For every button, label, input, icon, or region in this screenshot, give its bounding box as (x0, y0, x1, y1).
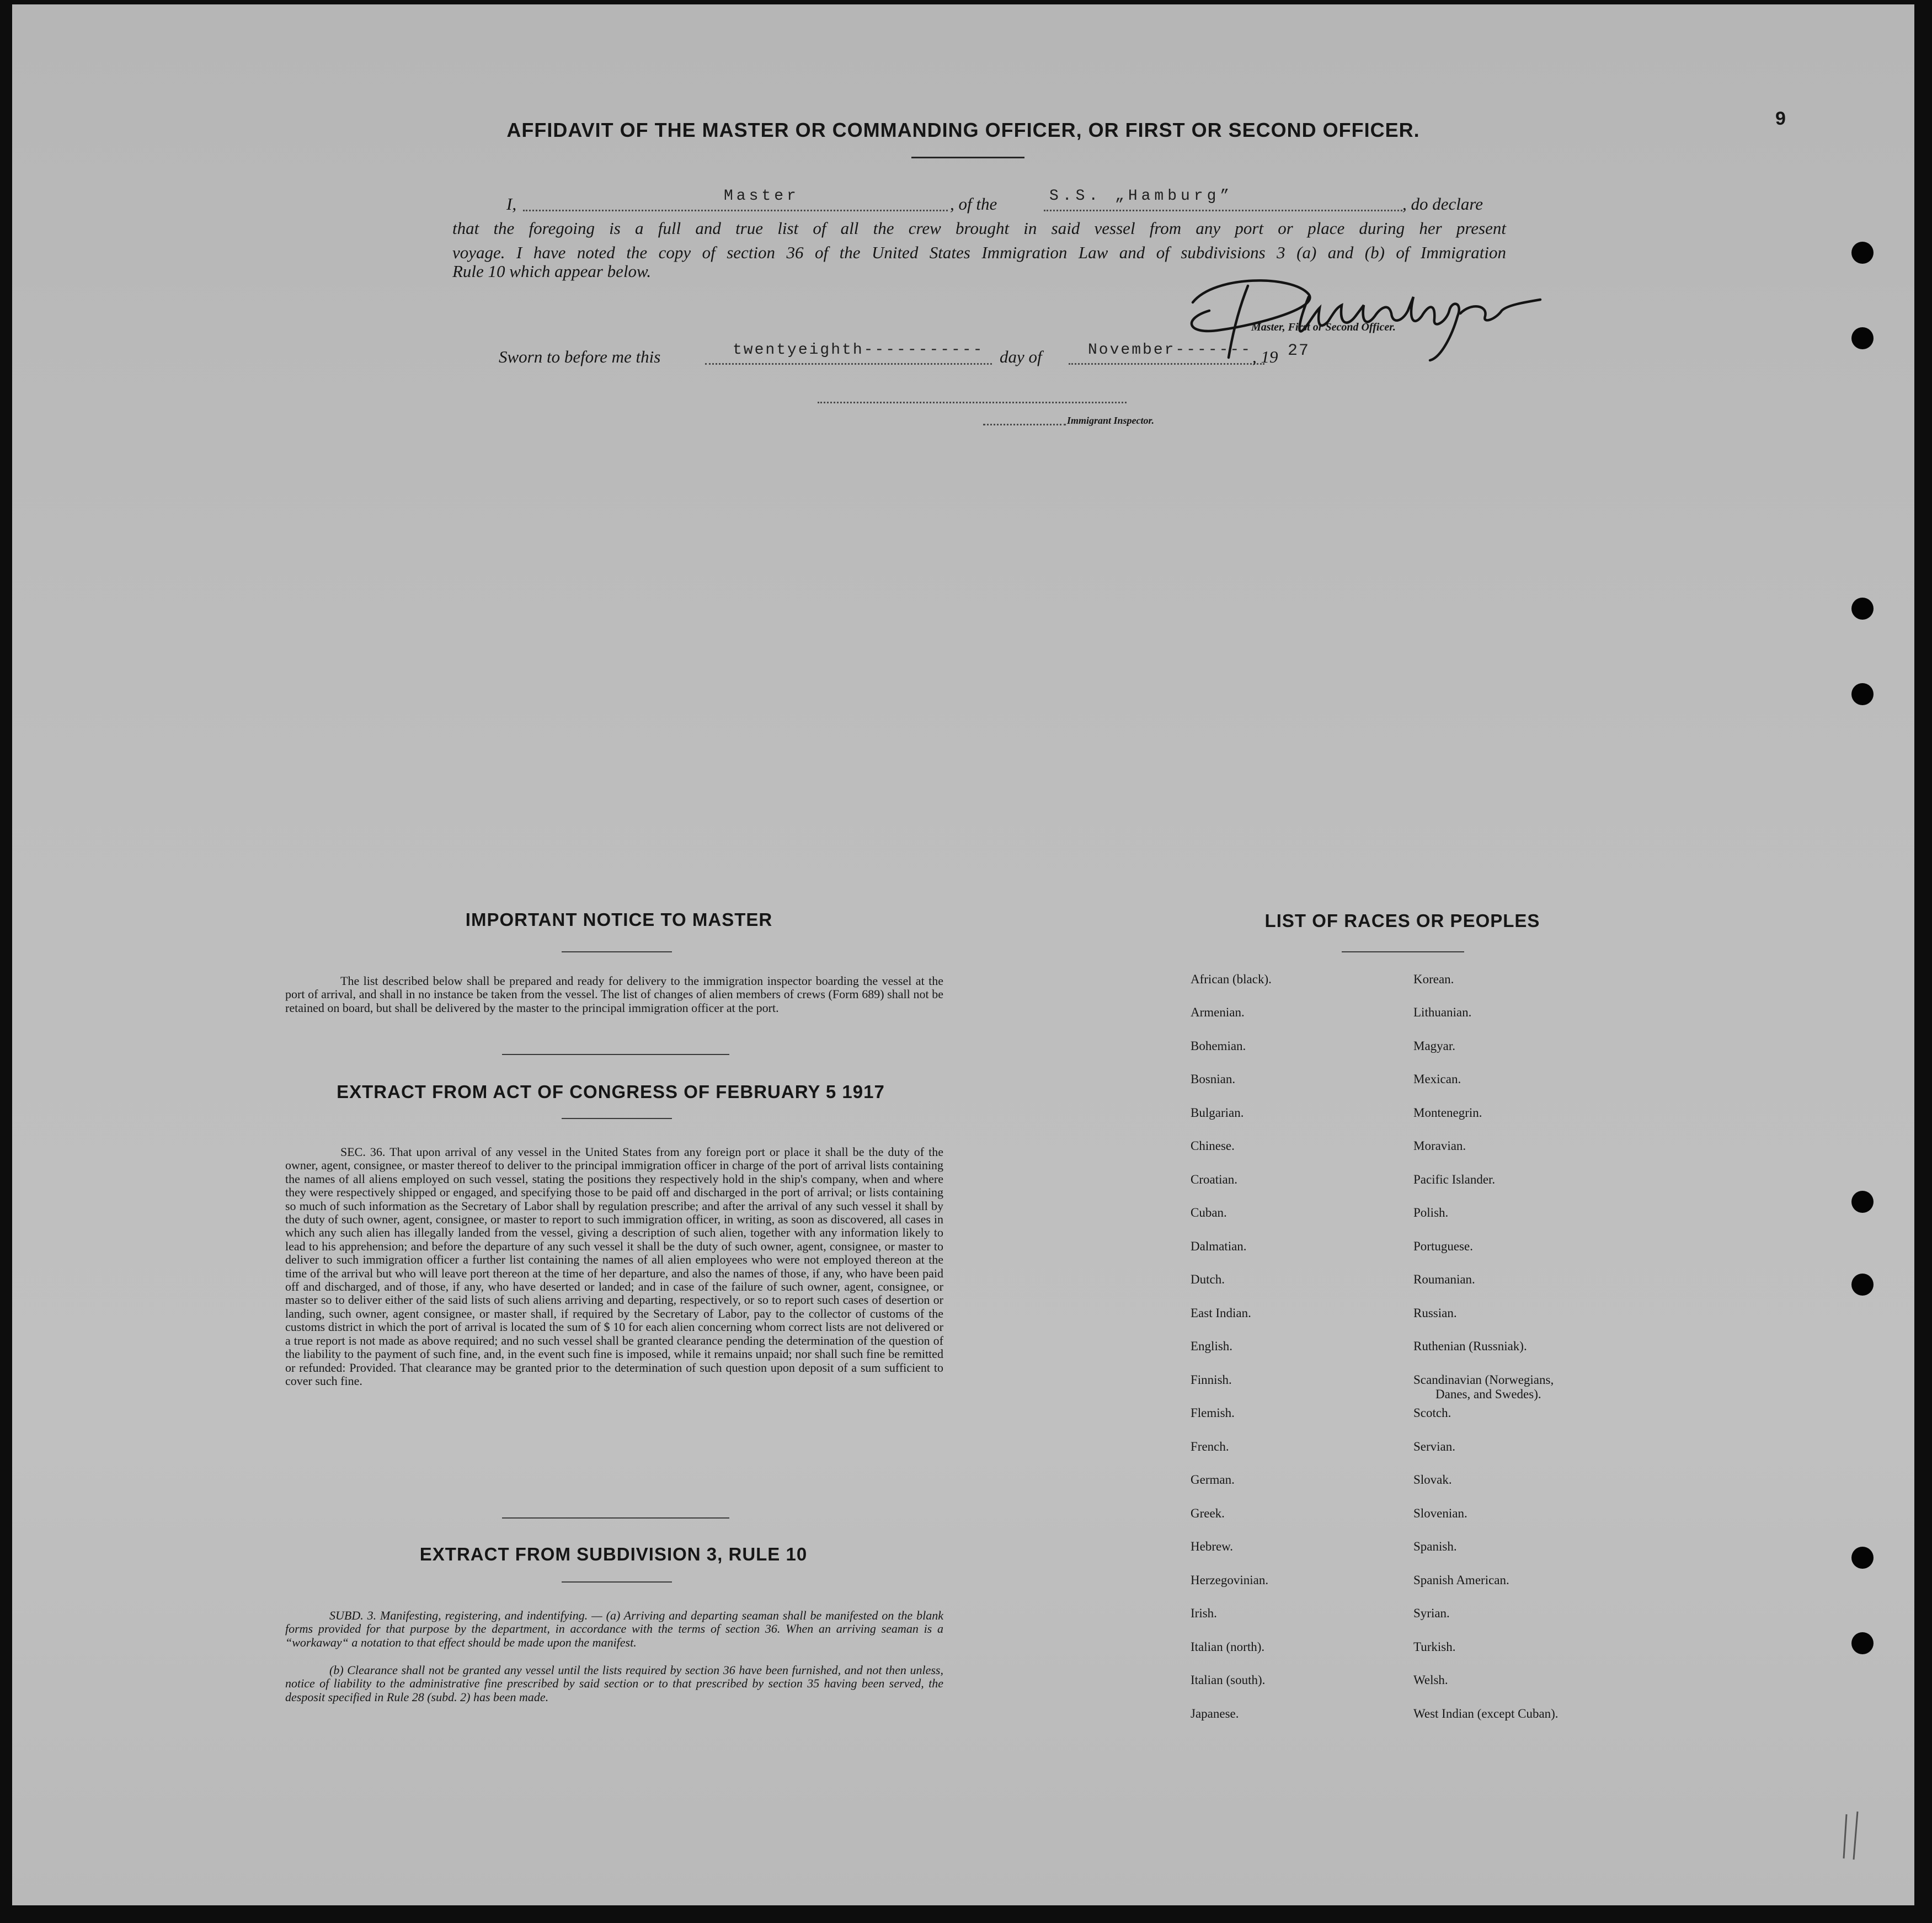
race-item: Herzegovinian. (1191, 1573, 1269, 1587)
race-item: African (black). (1191, 972, 1272, 986)
race-item: Bosnian. (1191, 1072, 1236, 1086)
race-item: Japanese. (1191, 1707, 1239, 1720)
race-item: Servian. (1413, 1440, 1456, 1453)
sworn-label: Sworn to before me this (499, 347, 661, 366)
rule-extract-title-rule (562, 1581, 672, 1583)
notice-text: The list described below shall be prepared and ready for delivery to the immigration inspector boarding the vessel at the port of arrival, and shall in no instance be taken from the vessel. The list of changes of alien members of crews (Form 689) shall not be retained on board, but shall be delivered by the master to the principal immigration officer at the port. (285, 974, 943, 1015)
declaration-line-3: Rule 10 which appear below. (452, 262, 652, 281)
act-extract-text: SEC. 36. That upon arrival of any vessel in the United States from any foreign port or place it shall be the duty of the owner, agent, consignee, or master thereof to deliver to the principal immigration officer in charge of the port of arrival lists containing the names of all aliens employed on such vessel, stating the positions they respectively hold in the ship's company, when and where they were respectively shipped or engaged, and specifying those to be paid off and discharged in the port of arrival; or lists containing so much of such information as the Secretary of Labor shall by regulation prescribe; and after the arrival of any such vessel it shall by the duty of such owner, agent, consignee, or master to report to such immigration officer, in writing, as soon as discovered, all cases in which any such alien has illegally landed from the vessel, giving a description of such alien, together with any information likely to lead to his apprehension; and before the departure of any such vessel it shall be the duty of such owner, agent, consignee, or master to deliver to such immigration officer a further list containing the names of all alien employees who were not employed thereon at the time of the arrival but who will leave port thereon at the time of her departure, and also the names of those, if any, who have been paid off and discharged, and of those, if any, who have deserted or landed; and in case of the failure of such owner, agent, consignee, or master so to deliver either of the said lists of such aliens arriving and departing, respectively, or so to report such cases of desertion or landing, such owner, agent consignee, or master shall, if required by the Secretary of Labor, pay to the collector of customs of the customs district in which the port of arrival is located the sum of $ 10 for each alien concerning whom correct lists are not delivered or a true report is not made as above required; and no such vessel shall be granted clearance pending the determination of the question of the liability to the payment of such fine, and, in the event such fine is imposed, while it remains unpaid; nor shall such fine be remitted or refunded: Provided. That clearance may be granted prior to the determination of such question upon deposit of a sum sufficient to cover such fine. (285, 1145, 943, 1388)
year-value: 27 (1288, 342, 1310, 360)
race-item: Irish. (1191, 1606, 1217, 1620)
page-number-mark: 9 (1775, 108, 1786, 129)
race-item: Dutch. (1191, 1272, 1225, 1286)
rule-extract-text-a: SUBD. 3. Manifesting, registering, and indentifying. — (a) Arriving and departing seaman shall be manifested on the blank forms provided for that purpose by the department, in accordance with the terms of section 36. When an arriving seaman is a “workaway“ a notation to that effect should be made upon the manifest. (285, 1608, 943, 1649)
race-item: Flemish. (1191, 1406, 1235, 1420)
race-item: Polish. (1413, 1206, 1449, 1219)
signature-caption: Master, First or Second Officer. (1251, 321, 1396, 333)
notice-title-rule (562, 951, 672, 952)
race-item: Finnish. (1191, 1373, 1232, 1387)
race-item: Roumanian. (1413, 1272, 1475, 1286)
binder-hole (1851, 1191, 1874, 1213)
declaration-line-2: voyage. I have noted the copy of section 36 of the United States Immigration Law and of subdivisions 3 (a) and (b) of Immigration (452, 243, 1506, 262)
vessel-line (1044, 210, 1402, 211)
race-item: Spanish. (1413, 1540, 1457, 1553)
race-item: Montenegrin. (1413, 1106, 1482, 1120)
inspector-line-1 (818, 402, 1127, 403)
of-the-label: , of the (950, 194, 997, 214)
races-title-rule (1342, 951, 1464, 952)
race-item: Spanish American. (1413, 1573, 1509, 1587)
race-item: French. (1191, 1440, 1229, 1453)
document-page (12, 4, 1914, 1905)
race-item: Bohemian. (1191, 1039, 1246, 1053)
race-item: Moravian. (1413, 1139, 1466, 1153)
race-item: Chinese. (1191, 1139, 1235, 1153)
notice-title: IMPORTANT NOTICE TO MASTER (465, 909, 773, 930)
race-item: Pacific Islander. (1413, 1173, 1496, 1186)
race-item: Portuguese. (1413, 1239, 1473, 1253)
race-item: Bulgarian. (1191, 1106, 1244, 1120)
sworn-day-line (705, 363, 992, 365)
sworn-month-value: November------- (1088, 342, 1252, 359)
title-rule (911, 157, 1024, 158)
race-item: Croatian. (1191, 1173, 1237, 1186)
do-declare-label: , do declare (1402, 194, 1483, 214)
affidavit-title: AFFIDAVIT OF THE MASTER OR COMMANDING OFFICER, OR FIRST OR SECOND OFFICER. (506, 119, 1420, 141)
race-item: Italian (north). (1191, 1640, 1265, 1654)
sworn-day-value: twentyeighth----------- (733, 342, 984, 359)
race-item: Hebrew. (1191, 1540, 1234, 1553)
race-item: Scandinavian (Norwegians, (1413, 1373, 1554, 1387)
binder-hole (1851, 598, 1874, 620)
race-item: Lithuanian. (1413, 1005, 1472, 1019)
race-item: Syrian. (1413, 1606, 1450, 1620)
race-item: West Indian (except Cuban). (1413, 1707, 1559, 1720)
officer-rank-value: Master (724, 188, 799, 205)
race-item: Scotch. (1413, 1406, 1451, 1420)
race-item: Turkish. (1413, 1640, 1456, 1654)
race-item: Magyar. (1413, 1039, 1456, 1053)
affidavit-i-label: I, (506, 194, 517, 214)
race-item: East Indian. (1191, 1306, 1251, 1320)
race-item-continuation: Danes, and Swedes). (1435, 1387, 1541, 1401)
races-title: LIST OF RACES OR PEOPLES (1264, 910, 1540, 931)
sworn-month-line (1069, 363, 1264, 365)
race-item: Armenian. (1191, 1005, 1245, 1019)
binder-hole (1851, 1632, 1874, 1654)
notice-end-rule (502, 1054, 729, 1055)
inspector-line-2 (983, 424, 1066, 425)
officer-rank-line (523, 210, 948, 211)
act-extract-title: EXTRACT FROM ACT OF CONGRESS OF FEBRUARY 5 1917 (337, 1082, 885, 1102)
binder-hole (1851, 683, 1874, 705)
race-item: Ruthenian (Russniak). (1413, 1339, 1527, 1353)
inspector-caption: Immigrant Inspector. (1067, 415, 1155, 426)
race-item: Korean. (1413, 972, 1454, 986)
race-item: Mexican. (1413, 1072, 1461, 1086)
act-extract-end-rule (502, 1517, 729, 1519)
race-item: Cuban. (1191, 1206, 1227, 1219)
race-item: English. (1191, 1339, 1233, 1353)
race-item: Italian (south). (1191, 1673, 1266, 1687)
vessel-name-value: S.S. „Hamburg” (1049, 188, 1234, 205)
race-item: Russian. (1413, 1306, 1457, 1320)
rule-extract-title: EXTRACT FROM SUBDIVISION 3, RULE 10 (419, 1544, 808, 1564)
race-item: Dalmatian. (1191, 1239, 1247, 1253)
act-extract-title-rule (562, 1118, 672, 1119)
race-item: Greek. (1191, 1506, 1225, 1520)
day-of-label: day of (1000, 347, 1042, 366)
race-item: Slovenian. (1413, 1506, 1467, 1520)
race-item: German. (1191, 1473, 1235, 1487)
race-item: Slovak. (1413, 1473, 1452, 1487)
race-item: Welsh. (1413, 1673, 1448, 1687)
binder-hole (1851, 327, 1874, 349)
year-prefix: , 19 (1252, 347, 1278, 366)
binder-hole (1851, 1547, 1874, 1569)
binder-hole (1851, 242, 1874, 264)
binder-hole (1851, 1274, 1874, 1296)
declaration-line-1: that the foregoing is a full and true list of all the crew brought in said vessel from any port or place during her present (452, 219, 1506, 238)
pencil-marks (1838, 1809, 1871, 1864)
rule-extract-text-b: (b) Clearance shall not be granted any vessel until the lists required by section 36 have been furnished, and not then unless, notice of liability to the administrative fine prescribed by said section or to that prescribed by section 35 having been served, the desposit specified in Rule 28 (subd. 2) has been made. (285, 1663, 943, 1704)
